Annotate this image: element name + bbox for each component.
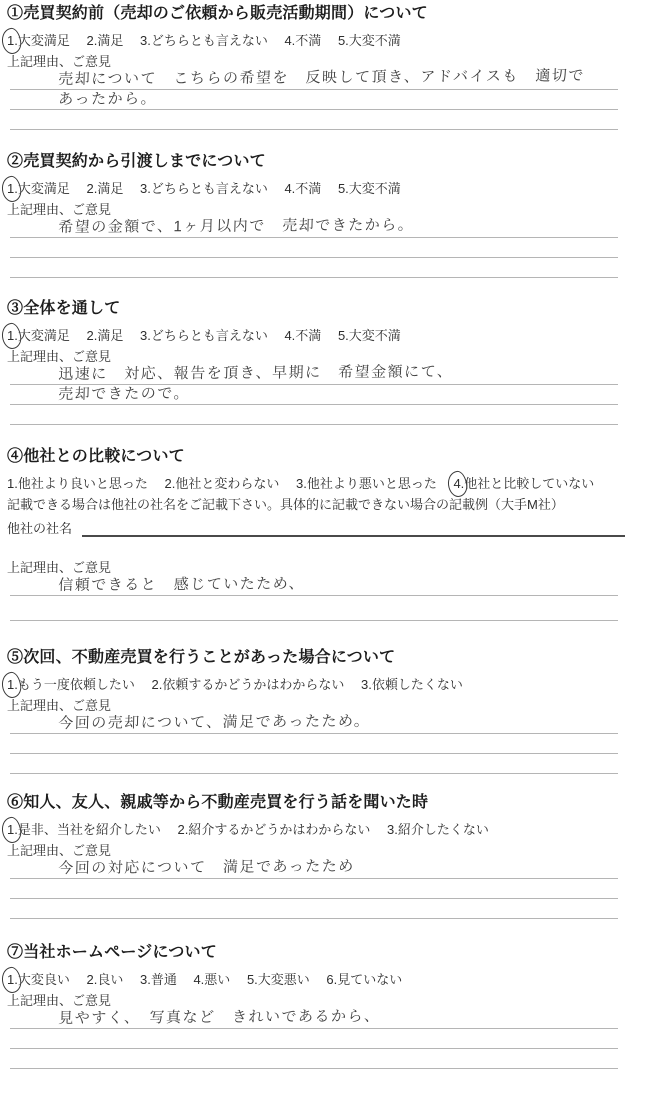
handwriting-text: 今回の対応について 満足であったため — [58, 857, 356, 877]
option — [7, 328, 70, 343]
option-label: 満足 — [97, 328, 124, 343]
option-number: 5. — [337, 181, 349, 196]
comment-area — [10, 1009, 618, 1069]
options-row — [7, 821, 650, 838]
option-number: 2. — [86, 181, 98, 196]
option-number: 1. — [7, 33, 18, 48]
option-number: 3. — [386, 822, 398, 837]
comment-line — [10, 218, 618, 238]
option — [86, 33, 123, 48]
option — [247, 972, 310, 987]
comment-line — [10, 67, 618, 90]
reason-label: 上記理由、ご意見 — [7, 560, 112, 575]
option-number: 1. — [7, 822, 18, 837]
reason-label: 上記理由、ご意見 — [7, 54, 112, 69]
option — [7, 181, 70, 196]
option-label: 普通 — [150, 972, 177, 987]
company-name-field — [82, 517, 625, 537]
option-number: 3. — [139, 33, 151, 48]
section-heading: ⑥知人、友人、親戚等から不動産売買を行う話を聞いた時 — [7, 794, 429, 811]
option-label: 他社と変わらない — [175, 476, 280, 491]
comment-area — [10, 365, 618, 425]
option-number: 4. — [284, 328, 296, 343]
comment-line — [10, 90, 618, 110]
option-label: 大変不満 — [348, 33, 401, 48]
option-label: 依頼したくない — [371, 677, 463, 692]
section-6 — [0, 793, 650, 919]
option-number: 3. — [139, 328, 151, 343]
option-label: 大変悪い — [257, 972, 310, 987]
option-number: 6. — [326, 972, 338, 987]
option-label: 大変良い — [17, 972, 70, 987]
option-label: 他社より悪いと思った — [306, 476, 437, 491]
option-label: 悪い — [204, 972, 231, 987]
option-label: 依頼するかどうかはわからない — [162, 677, 345, 692]
section-5 — [0, 648, 650, 774]
comment-line — [10, 596, 618, 621]
option — [193, 972, 230, 987]
option-label: どちらとも言えない — [150, 328, 268, 343]
option-number: 2. — [86, 972, 98, 987]
company-note: 記載できる場合は他社の社名をご記載下さい。具体的に記載できない場合の記載例（大手M社） — [7, 497, 564, 512]
section-3 — [0, 299, 650, 425]
section-heading: ②売買契約から引渡しまでについて — [7, 153, 266, 170]
option — [284, 181, 321, 196]
option-label: 大変満足 — [17, 181, 70, 196]
comment-area — [10, 67, 618, 130]
option-number: 2. — [86, 328, 98, 343]
option — [7, 972, 70, 987]
comment-line — [10, 365, 618, 385]
comment-line — [10, 110, 618, 130]
option-number: 1. — [7, 677, 18, 692]
comment-line — [10, 1049, 618, 1069]
option-number: 2. — [86, 33, 98, 48]
comment-area — [10, 218, 618, 278]
options-row — [7, 971, 650, 988]
option-number: 5. — [337, 328, 349, 343]
option — [284, 33, 321, 48]
option-number: 5. — [246, 972, 258, 987]
comment-line — [10, 899, 618, 919]
options-row — [7, 475, 650, 492]
option — [7, 677, 135, 692]
option-number: 5. — [337, 33, 349, 48]
option — [326, 972, 402, 987]
option-number: 3. — [360, 677, 372, 692]
option-label: 大変不満 — [348, 328, 401, 343]
options-row — [7, 676, 650, 693]
option-label: 良い — [97, 972, 124, 987]
option-label: もう一度依頼したい — [17, 677, 135, 692]
option — [284, 328, 321, 343]
company-name-row — [7, 517, 625, 537]
option — [164, 476, 279, 491]
option — [7, 822, 161, 837]
option-label: 大変満足 — [17, 328, 70, 343]
option — [151, 677, 344, 692]
option-number: 3. — [295, 476, 307, 491]
reason-label: 上記理由、ご意見 — [7, 202, 112, 217]
option-label: 紹介したくない — [397, 822, 489, 837]
option-number: 1. — [7, 181, 18, 196]
option-number: 4. — [284, 181, 296, 196]
option-label: どちらとも言えない — [150, 181, 268, 196]
section-2 — [0, 152, 650, 278]
option-label: どちらとも言えない — [150, 33, 268, 48]
option-label: 不満 — [295, 328, 322, 343]
comment-line — [10, 385, 618, 405]
option-label: 不満 — [295, 33, 322, 48]
handwriting-text: 今回の売却について、満足であったため。 — [58, 712, 371, 732]
section-7 — [0, 943, 650, 1069]
option — [361, 677, 463, 692]
option — [7, 33, 70, 48]
comment-line — [10, 576, 618, 596]
option-number: 2. — [164, 476, 176, 491]
handwriting-text: 希望の金額で、1ヶ月以内で 売却できたから。 — [58, 216, 415, 236]
option — [140, 181, 268, 196]
comment-line — [10, 238, 618, 258]
section-heading: ①売買契約前（売却のご依頼から販売活動期間）について — [7, 5, 428, 22]
handwriting-text: 信頼できると 感じていたため、 — [58, 575, 306, 594]
option-label: 他社より良いと思った — [17, 476, 148, 491]
option — [140, 328, 268, 343]
option-number: 2. — [177, 822, 189, 837]
comment-area — [10, 576, 618, 621]
comment-line — [10, 754, 618, 774]
option-number: 1. — [7, 328, 18, 343]
option — [140, 33, 268, 48]
company-name-label: 他社の社名 — [7, 521, 73, 536]
option-label: 不満 — [295, 181, 322, 196]
section-4 — [0, 447, 650, 621]
comment-line — [10, 1009, 618, 1029]
reason-label: 上記理由、ご意見 — [7, 993, 112, 1008]
comment-line — [10, 405, 618, 425]
option — [86, 972, 123, 987]
option-number: 4. — [284, 33, 296, 48]
option — [453, 476, 594, 491]
option — [387, 822, 489, 837]
options-row — [7, 327, 650, 344]
comment-line — [10, 734, 618, 754]
reason-label: 上記理由、ご意見 — [7, 843, 112, 858]
handwriting-text: 見やすく、 写真など きれいであるから、 — [58, 1007, 381, 1027]
option-label: 紹介するかどうかはわからない — [188, 822, 371, 837]
section-heading: ④他社との比較について — [7, 448, 185, 465]
option-label: 是非、当社を紹介したい — [17, 822, 161, 837]
handwriting-text: あったから。 — [58, 90, 158, 108]
section-1 — [0, 4, 650, 130]
option — [296, 476, 437, 491]
option — [86, 181, 123, 196]
option — [177, 822, 370, 837]
option — [338, 33, 401, 48]
handwriting-text: 売却について こちらの希望を 反映して頂き、アドバイスも 適切で — [58, 67, 586, 88]
comment-line — [10, 879, 618, 899]
comment-line — [10, 714, 618, 734]
option-number: 1. — [7, 972, 18, 987]
option-label: 大変満足 — [17, 33, 70, 48]
reason-label: 上記理由、ご意見 — [7, 349, 112, 364]
option — [140, 972, 177, 987]
option-number: 3. — [139, 972, 151, 987]
option-number: 4. — [193, 972, 205, 987]
option — [86, 328, 123, 343]
options-row — [7, 32, 650, 49]
option — [338, 328, 401, 343]
comment-line — [10, 1029, 618, 1049]
option — [338, 181, 401, 196]
section-heading: ⑦当社ホームページについて — [7, 944, 217, 961]
option-label: 見ていない — [337, 972, 403, 987]
option-label: 大変不満 — [348, 181, 401, 196]
comment-area — [10, 859, 618, 919]
option-label: 他社と比較していない — [464, 476, 595, 491]
comment-line — [10, 859, 618, 879]
option — [7, 476, 148, 491]
handwriting-text: 迅速に 対応、報告を頂き、早期に 希望金額にて、 — [58, 363, 454, 383]
option-number: 4. — [453, 476, 465, 491]
handwriting-text: 売却できたので。 — [58, 385, 191, 403]
section-heading: ③全体を通して — [7, 300, 121, 317]
reason-label: 上記理由、ご意見 — [7, 698, 112, 713]
option-number: 2. — [151, 677, 163, 692]
options-row — [7, 180, 650, 197]
option-number: 3. — [139, 181, 151, 196]
comment-area — [10, 714, 618, 774]
comment-line — [10, 258, 618, 278]
option-number: 1. — [7, 476, 18, 491]
option-label: 満足 — [97, 181, 124, 196]
option-label: 満足 — [97, 33, 124, 48]
section-heading: ⑤次回、不動産売買を行うことがあった場合について — [7, 649, 396, 666]
